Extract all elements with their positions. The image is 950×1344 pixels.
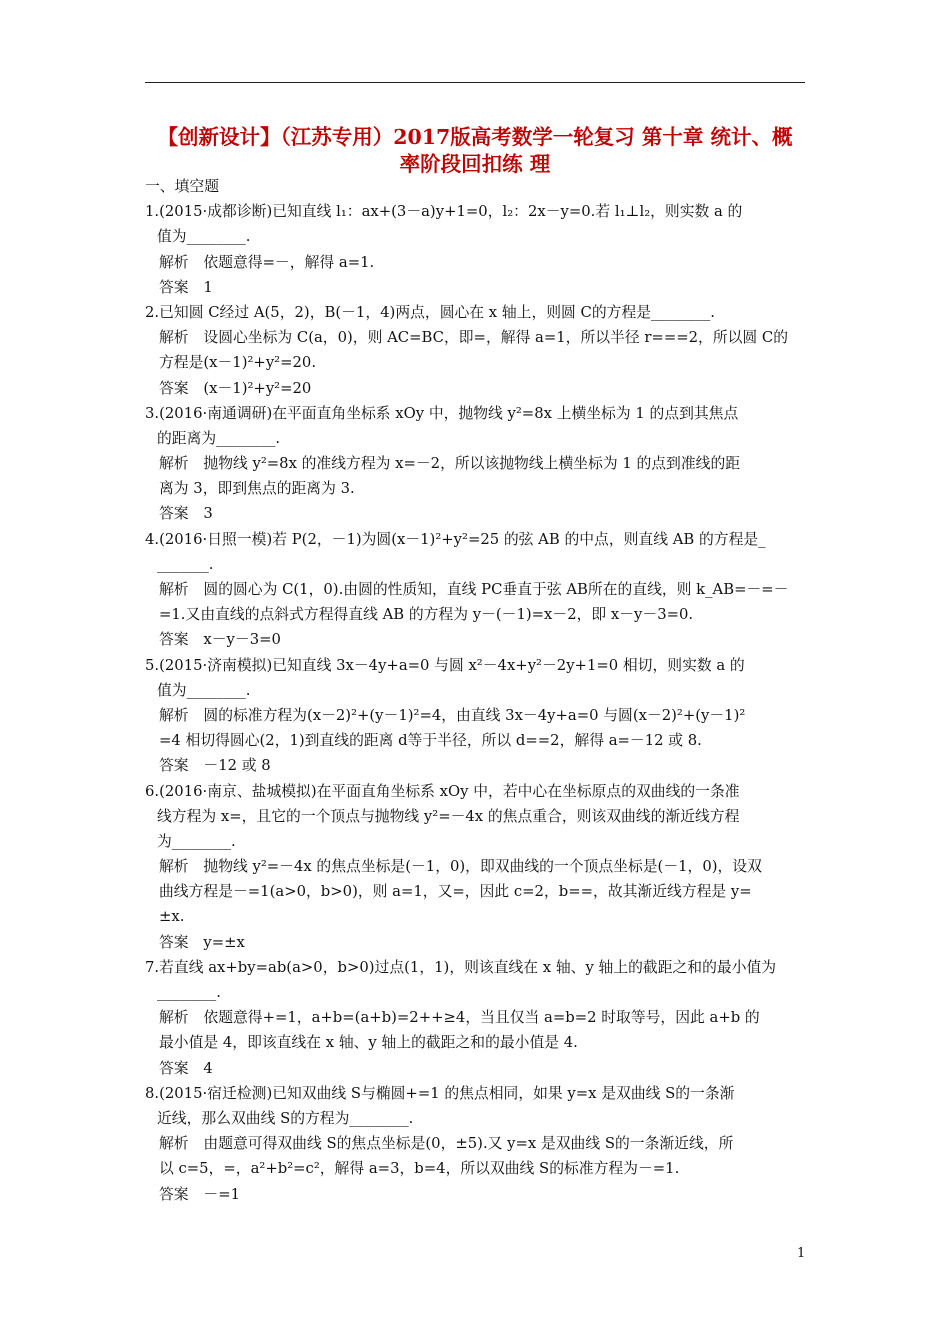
text-line: 答案 1	[159, 278, 213, 296]
text-line: 答案 －12 或 8	[159, 757, 271, 775]
text-line: 最小值是 4，即该直线在 x 轴、y 轴上的截距之和的最小值是 4.	[159, 1034, 578, 1052]
text-line: 解析 圆的圆心为 C(1，0).由圆的性质知，直线 PC垂直于弦 AB所在的直线，则 k_AB=－=－	[159, 581, 789, 598]
text-line: 近线，那么双曲线 S的方程为________.	[157, 1109, 414, 1127]
text-line: 解析 依题意得=－，解得 a=1.	[159, 253, 375, 271]
text-line: 4.(2016·日照一模)若 P(2，－1)为圆(x－1)²+y²=25 的弦 AB 的中点，则直线 AB 的方程是_	[145, 530, 766, 548]
text-line: 3.(2016·南通调研)在平面直角坐标系 xOy 中，抛物线 y²=8x 上横坐标为 1 的点到其焦点	[145, 404, 739, 422]
header-rule	[145, 82, 805, 83]
text-line: 答案 3	[159, 505, 213, 523]
text-line: 8.(2015·宿迁检测)已知双曲线 S与椭圆+=1 的焦点相同，如果 y=x 是双曲线 S的一条渐	[145, 1084, 735, 1102]
text-line: 7.若直线 ax+by=ab(a>0，b>0)过点(1，1)，则该直线在 x 轴、y 轴上的截距之和的最小值为	[145, 958, 777, 976]
text-line: 1.(2015·成都诊断)已知直线 l₁：ax+(3－a)y+1=0，l₂：2x－y=0.若 l₁⊥l₂，则实数 a 的	[145, 203, 743, 221]
text-line: 6.(2016·南京、盐城模拟)在平面直角坐标系 xOy 中，若中心在坐标原点的双曲线的一条准	[145, 782, 740, 800]
title-line-1: 【创新设计】（江苏专用）2017版高考数学一轮复习 第十章 统计、概	[157, 125, 793, 149]
text-line: 解析 依题意得+=1，a+b=(a+b)=2++≥4，当且仅当 a=b=2 时取等号，因此 a+b 的	[159, 1009, 760, 1027]
text-line: 的距离为________.	[157, 429, 281, 447]
text-line: 答案 x－y－3=0	[159, 631, 281, 649]
title-line-2: 率阶段回扣练 理	[399, 152, 551, 176]
text-line: 答案 4	[159, 1059, 213, 1077]
text-line: 解析 抛物线 y²=－4x 的焦点坐标是(－1，0)，即双曲线的一个顶点坐标是(－1，0)，设双	[159, 858, 762, 876]
text-line: 一、填空题	[145, 178, 219, 195]
text-line: 值为________.	[157, 228, 251, 246]
text-line: 解析 设圆心坐标为 C(a，0)，则 AC=BC，即=，解得 a=1，所以半径 r===2，所以圆 C的	[159, 329, 789, 347]
document-body	[145, 174, 810, 1207]
text-line: 线方程为 x=，且它的一个顶点与抛物线 y²=－4x 的焦点重合，则该双曲线的渐近线方程	[157, 807, 740, 825]
document-title	[135, 124, 815, 178]
text-line: 方程是(x－1)²+y²=20.	[159, 354, 317, 372]
text-line: 2.已知圆 C经过 A(5，2)，B(－1，4)两点，圆心在 x 轴上，则圆 C的方程是________.	[145, 303, 715, 321]
text-line: 解析 圆的标准方程为(x－2)²+(y－1)²=4，由直线 3x－4y+a=0 与圆(x－2)²+(y－1)²	[159, 706, 746, 724]
text-line: _______.	[157, 555, 214, 573]
text-line: =4 相切得圆心(2，1)到直线的距离 d等于半径，所以 d==2，解得 a=－12 或 8.	[159, 732, 702, 750]
text-line: ±x.	[159, 908, 185, 926]
text-line: 以 c=5，=，a²+b²=c²，解得 a=3，b=4，所以双曲线 S的标准方程为－=1.	[159, 1160, 680, 1178]
text-line: =1.又由直线的点斜式方程得直线 AB 的方程为 y－(－1)=x－2，即 x－y－3=0.	[159, 606, 694, 624]
text-line: 值为________.	[157, 681, 251, 699]
text-line: 离为 3，即到焦点的距离为 3.	[159, 480, 355, 498]
text-line: 5.(2015·济南模拟)已知直线 3x－4y+a=0 与圆 x²－4x+y²－2y+1=0 相切，则实数 a 的	[145, 656, 745, 674]
text-line: 为________.	[157, 832, 236, 850]
text-line: 答案 －=1	[159, 1185, 241, 1203]
text-line: ________.	[157, 984, 221, 1001]
text-line: 曲线方程是－=1(a>0，b>0)，则 a=1，又=，因此 c=2，b==，故其渐近线方程是 y=	[159, 883, 752, 901]
text-line: 解析 由题意可得双曲线 S的焦点坐标是(0，±5).又 y=x 是双曲线 S的一条渐近线，所	[159, 1135, 734, 1153]
text-line: 答案 y=±x	[159, 933, 245, 951]
page-number: 1	[797, 1246, 806, 1261]
text-line: 答案 (x－1)²+y²=20	[159, 379, 312, 397]
text-line: 解析 抛物线 y²=8x 的准线方程为 x=－2，所以该抛物线上横坐标为 1 的点到准线的距	[159, 455, 741, 473]
